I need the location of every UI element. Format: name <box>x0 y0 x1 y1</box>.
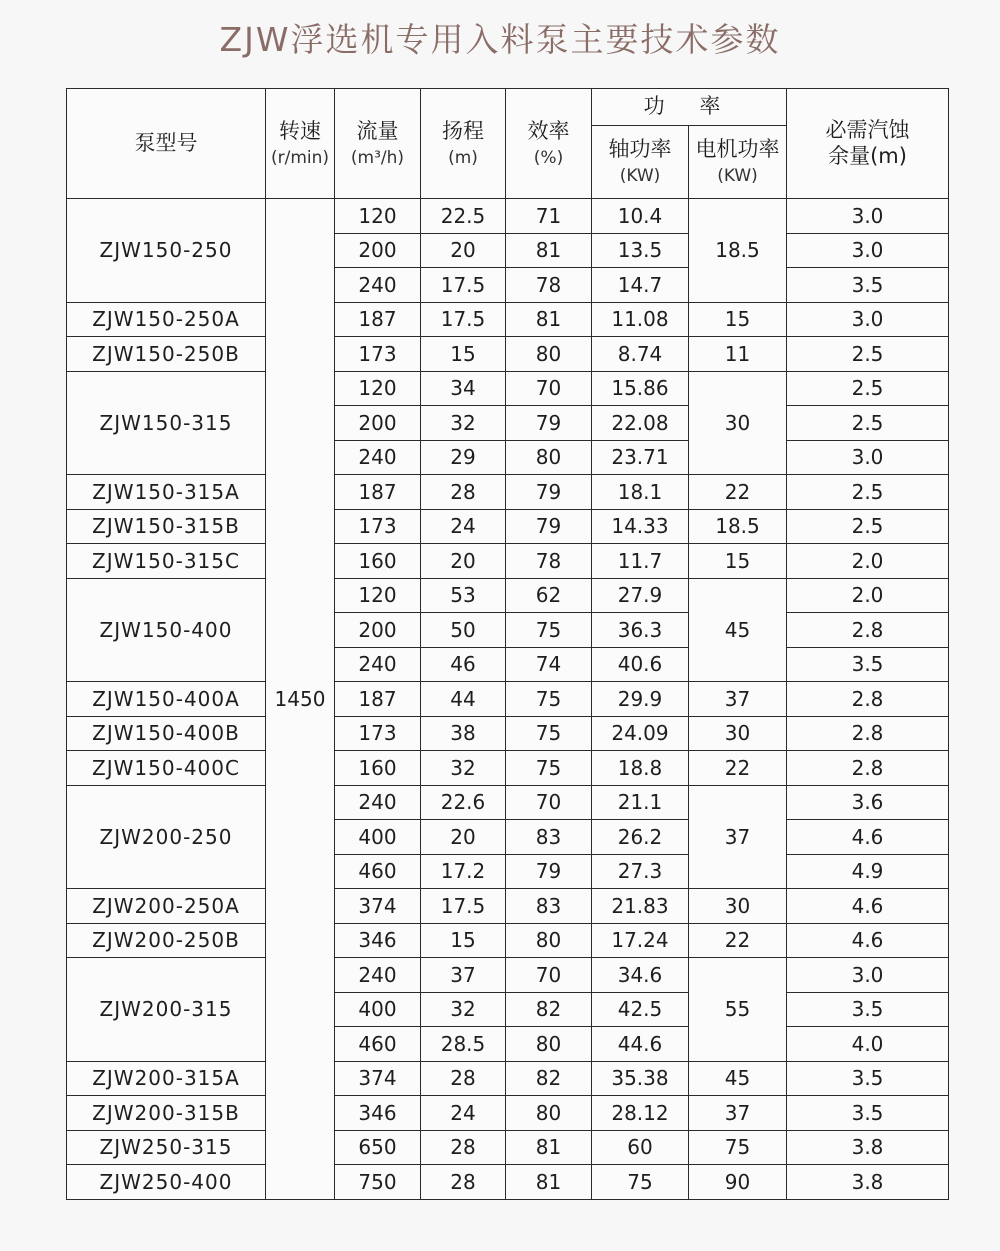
shaft-power-cell: 22.08 <box>592 406 689 441</box>
npsh-cell: 4.6 <box>787 889 949 924</box>
motor-power-cell: 22 <box>689 475 787 510</box>
npsh-cell: 2.8 <box>787 716 949 751</box>
npsh-cell: 2.8 <box>787 613 949 648</box>
motor-power-cell: 30 <box>689 716 787 751</box>
shaft-power-cell: 11.7 <box>592 544 689 579</box>
efficiency-cell: 75 <box>506 682 592 717</box>
model-cell: ZJW150-400C <box>67 751 266 786</box>
shaft-power-cell: 29.9 <box>592 682 689 717</box>
efficiency-cell: 75 <box>506 716 592 751</box>
head-cell: 32 <box>421 751 506 786</box>
table-row <box>67 1096 949 1131</box>
head-cell: 50 <box>421 613 506 648</box>
shaft-power-cell: 42.5 <box>592 992 689 1027</box>
motor-power-cell: 11 <box>689 337 787 372</box>
npsh-cell: 3.5 <box>787 992 949 1027</box>
model-cell: ZJW150-250B <box>67 337 266 372</box>
efficiency-cell: 70 <box>506 958 592 993</box>
efficiency-cell: 70 <box>506 371 592 406</box>
efficiency-cell: 81 <box>506 1130 592 1165</box>
motor-power-cell: 15 <box>689 544 787 579</box>
header-flow: 流量 (m³/h) <box>335 89 421 199</box>
model-cell: ZJW250-315 <box>67 1130 266 1165</box>
flow-cell: 240 <box>335 440 421 475</box>
table-row <box>67 337 949 372</box>
flow-cell: 120 <box>335 371 421 406</box>
shaft-power-cell: 27.3 <box>592 854 689 889</box>
head-cell: 28.5 <box>421 1027 506 1062</box>
shaft-power-cell: 36.3 <box>592 613 689 648</box>
efficiency-cell: 70 <box>506 785 592 820</box>
shaft-power-cell: 17.24 <box>592 923 689 958</box>
flow-cell: 173 <box>335 716 421 751</box>
table-row <box>67 1130 949 1165</box>
npsh-cell: 4.0 <box>787 1027 949 1062</box>
head-cell: 44 <box>421 682 506 717</box>
flow-cell: 460 <box>335 854 421 889</box>
table-row <box>67 682 949 717</box>
head-cell: 28 <box>421 1061 506 1096</box>
head-cell: 20 <box>421 820 506 855</box>
table-row <box>67 1165 949 1200</box>
npsh-cell: 3.0 <box>787 199 949 234</box>
shaft-power-cell: 26.2 <box>592 820 689 855</box>
flow-cell: 120 <box>335 578 421 613</box>
head-cell: 20 <box>421 233 506 268</box>
head-cell: 29 <box>421 440 506 475</box>
model-cell: ZJW150-400B <box>67 716 266 751</box>
head-cell: 53 <box>421 578 506 613</box>
flow-cell: 460 <box>335 1027 421 1062</box>
efficiency-cell: 80 <box>506 1027 592 1062</box>
shaft-power-cell: 14.7 <box>592 268 689 303</box>
table-row <box>67 371 949 406</box>
shaft-power-cell: 18.8 <box>592 751 689 786</box>
motor-power-cell: 37 <box>689 785 787 889</box>
npsh-cell: 2.5 <box>787 371 949 406</box>
efficiency-cell: 80 <box>506 923 592 958</box>
page-title: ZJW浮选机专用入料泵主要技术参数 <box>219 20 781 59</box>
head-cell: 32 <box>421 992 506 1027</box>
table-row <box>67 889 949 924</box>
shaft-power-cell: 11.08 <box>592 302 689 337</box>
model-cell: ZJW150-315B <box>67 509 266 544</box>
efficiency-cell: 62 <box>506 578 592 613</box>
npsh-cell: 2.5 <box>787 509 949 544</box>
efficiency-cell: 81 <box>506 1165 592 1200</box>
shaft-power-cell: 15.86 <box>592 371 689 406</box>
npsh-cell: 2.0 <box>787 544 949 579</box>
motor-power-cell: 30 <box>689 889 787 924</box>
model-cell: ZJW150-315C <box>67 544 266 579</box>
efficiency-cell: 79 <box>506 406 592 441</box>
npsh-cell: 3.0 <box>787 302 949 337</box>
table-row <box>67 509 949 544</box>
head-cell: 24 <box>421 1096 506 1131</box>
shaft-power-cell: 14.33 <box>592 509 689 544</box>
flow-cell: 400 <box>335 820 421 855</box>
motor-power-cell: 75 <box>689 1130 787 1165</box>
table-row <box>67 958 949 993</box>
speed-cell: 1450 <box>266 199 335 1200</box>
shaft-power-cell: 35.38 <box>592 1061 689 1096</box>
motor-power-cell: 55 <box>689 958 787 1062</box>
shaft-power-cell: 21.1 <box>592 785 689 820</box>
table-row <box>67 475 949 510</box>
efficiency-cell: 82 <box>506 992 592 1027</box>
flow-cell: 240 <box>335 268 421 303</box>
model-cell: ZJW200-250 <box>67 785 266 889</box>
head-cell: 15 <box>421 923 506 958</box>
npsh-cell: 2.5 <box>787 406 949 441</box>
shaft-power-cell: 28.12 <box>592 1096 689 1131</box>
npsh-cell: 3.5 <box>787 268 949 303</box>
head-cell: 17.5 <box>421 889 506 924</box>
shaft-power-cell: 21.83 <box>592 889 689 924</box>
npsh-cell: 3.6 <box>787 785 949 820</box>
npsh-cell: 3.8 <box>787 1130 949 1165</box>
motor-power-cell: 15 <box>689 302 787 337</box>
npsh-cell: 3.0 <box>787 233 949 268</box>
npsh-cell: 2.8 <box>787 751 949 786</box>
efficiency-cell: 82 <box>506 1061 592 1096</box>
table-row <box>67 716 949 751</box>
npsh-cell: 3.5 <box>787 647 949 682</box>
head-cell: 34 <box>421 371 506 406</box>
npsh-cell: 2.0 <box>787 578 949 613</box>
efficiency-cell: 81 <box>506 233 592 268</box>
efficiency-cell: 80 <box>506 337 592 372</box>
shaft-power-cell: 23.71 <box>592 440 689 475</box>
table-row <box>67 302 949 337</box>
efficiency-cell: 83 <box>506 889 592 924</box>
shaft-power-cell: 44.6 <box>592 1027 689 1062</box>
spec-table <box>66 88 949 1200</box>
efficiency-cell: 79 <box>506 509 592 544</box>
head-cell: 28 <box>421 475 506 510</box>
model-cell: ZJW250-400 <box>67 1165 266 1200</box>
model-cell: ZJW200-315B <box>67 1096 266 1131</box>
table-row <box>67 923 949 958</box>
header-head: 扬程 (m) <box>421 89 506 199</box>
shaft-power-cell: 8.74 <box>592 337 689 372</box>
efficiency-cell: 79 <box>506 475 592 510</box>
flow-cell: 173 <box>335 337 421 372</box>
head-cell: 38 <box>421 716 506 751</box>
head-cell: 24 <box>421 509 506 544</box>
head-cell: 22.6 <box>421 785 506 820</box>
table-body <box>67 199 949 1200</box>
header-npsh: 必需汽蚀 余量(m) <box>787 89 949 199</box>
shaft-power-cell: 40.6 <box>592 647 689 682</box>
shaft-power-cell: 34.6 <box>592 958 689 993</box>
header-efficiency: 效率 (%) <box>506 89 592 199</box>
model-cell: ZJW150-315 <box>67 371 266 475</box>
efficiency-cell: 80 <box>506 1096 592 1131</box>
npsh-cell: 2.5 <box>787 475 949 510</box>
model-cell: ZJW200-315 <box>67 958 266 1062</box>
table-row <box>67 1061 949 1096</box>
flow-cell: 240 <box>335 958 421 993</box>
flow-cell: 173 <box>335 509 421 544</box>
table-header <box>67 89 949 199</box>
npsh-cell: 2.8 <box>787 682 949 717</box>
header-speed: 转速 (r/min) <box>266 89 335 199</box>
motor-power-cell: 22 <box>689 923 787 958</box>
header-motor-power: 电机功率 (KW) <box>689 126 787 199</box>
flow-cell: 120 <box>335 199 421 234</box>
model-cell: ZJW200-250B <box>67 923 266 958</box>
flow-cell: 346 <box>335 1096 421 1131</box>
motor-power-cell: 22 <box>689 751 787 786</box>
efficiency-cell: 78 <box>506 544 592 579</box>
model-cell: ZJW150-315A <box>67 475 266 510</box>
efficiency-cell: 79 <box>506 854 592 889</box>
motor-power-cell: 37 <box>689 682 787 717</box>
table-row <box>67 751 949 786</box>
header-power: 功 率 <box>592 89 787 126</box>
npsh-cell: 3.8 <box>787 1165 949 1200</box>
head-cell: 17.5 <box>421 302 506 337</box>
motor-power-cell: 18.5 <box>689 509 787 544</box>
efficiency-cell: 74 <box>506 647 592 682</box>
head-cell: 15 <box>421 337 506 372</box>
header-model: 泵型号 <box>67 89 266 199</box>
npsh-cell: 4.6 <box>787 820 949 855</box>
npsh-cell: 2.5 <box>787 337 949 372</box>
flow-cell: 346 <box>335 923 421 958</box>
efficiency-cell: 83 <box>506 820 592 855</box>
head-cell: 17.2 <box>421 854 506 889</box>
head-cell: 46 <box>421 647 506 682</box>
shaft-power-cell: 60 <box>592 1130 689 1165</box>
efficiency-cell: 80 <box>506 440 592 475</box>
npsh-cell: 3.5 <box>787 1061 949 1096</box>
npsh-cell: 3.5 <box>787 1096 949 1131</box>
header-shaft-power: 轴功率 (KW) <box>592 126 689 199</box>
shaft-power-cell: 10.4 <box>592 199 689 234</box>
model-cell: ZJW150-400 <box>67 578 266 682</box>
head-cell: 37 <box>421 958 506 993</box>
flow-cell: 187 <box>335 302 421 337</box>
model-cell: ZJW150-250 <box>67 199 266 303</box>
efficiency-cell: 81 <box>506 302 592 337</box>
shaft-power-cell: 13.5 <box>592 233 689 268</box>
motor-power-cell: 37 <box>689 1096 787 1131</box>
shaft-power-cell: 18.1 <box>592 475 689 510</box>
head-cell: 28 <box>421 1165 506 1200</box>
flow-cell: 374 <box>335 889 421 924</box>
npsh-cell: 3.0 <box>787 440 949 475</box>
efficiency-cell: 78 <box>506 268 592 303</box>
flow-cell: 400 <box>335 992 421 1027</box>
model-cell: ZJW200-250A <box>67 889 266 924</box>
table-row <box>67 199 949 234</box>
npsh-cell: 3.0 <box>787 958 949 993</box>
flow-cell: 650 <box>335 1130 421 1165</box>
motor-power-cell: 90 <box>689 1165 787 1200</box>
flow-cell: 160 <box>335 751 421 786</box>
head-cell: 22.5 <box>421 199 506 234</box>
flow-cell: 200 <box>335 406 421 441</box>
npsh-cell: 4.6 <box>787 923 949 958</box>
model-cell: ZJW200-315A <box>67 1061 266 1096</box>
motor-power-cell: 30 <box>689 371 787 475</box>
table-row <box>67 785 949 820</box>
head-cell: 32 <box>421 406 506 441</box>
efficiency-cell: 75 <box>506 751 592 786</box>
npsh-cell: 4.9 <box>787 854 949 889</box>
flow-cell: 187 <box>335 682 421 717</box>
head-cell: 20 <box>421 544 506 579</box>
flow-cell: 187 <box>335 475 421 510</box>
flow-cell: 200 <box>335 233 421 268</box>
efficiency-cell: 75 <box>506 613 592 648</box>
flow-cell: 750 <box>335 1165 421 1200</box>
model-cell: ZJW150-250A <box>67 302 266 337</box>
motor-power-cell: 45 <box>689 1061 787 1096</box>
motor-power-cell: 18.5 <box>689 199 787 303</box>
flow-cell: 200 <box>335 613 421 648</box>
flow-cell: 240 <box>335 785 421 820</box>
shaft-power-cell: 75 <box>592 1165 689 1200</box>
table-row <box>67 578 949 613</box>
flow-cell: 374 <box>335 1061 421 1096</box>
head-cell: 28 <box>421 1130 506 1165</box>
shaft-power-cell: 27.9 <box>592 578 689 613</box>
shaft-power-cell: 24.09 <box>592 716 689 751</box>
model-cell: ZJW150-400A <box>67 682 266 717</box>
flow-cell: 240 <box>335 647 421 682</box>
efficiency-cell: 71 <box>506 199 592 234</box>
head-cell: 17.5 <box>421 268 506 303</box>
flow-cell: 160 <box>335 544 421 579</box>
motor-power-cell: 45 <box>689 578 787 682</box>
table-row <box>67 544 949 579</box>
